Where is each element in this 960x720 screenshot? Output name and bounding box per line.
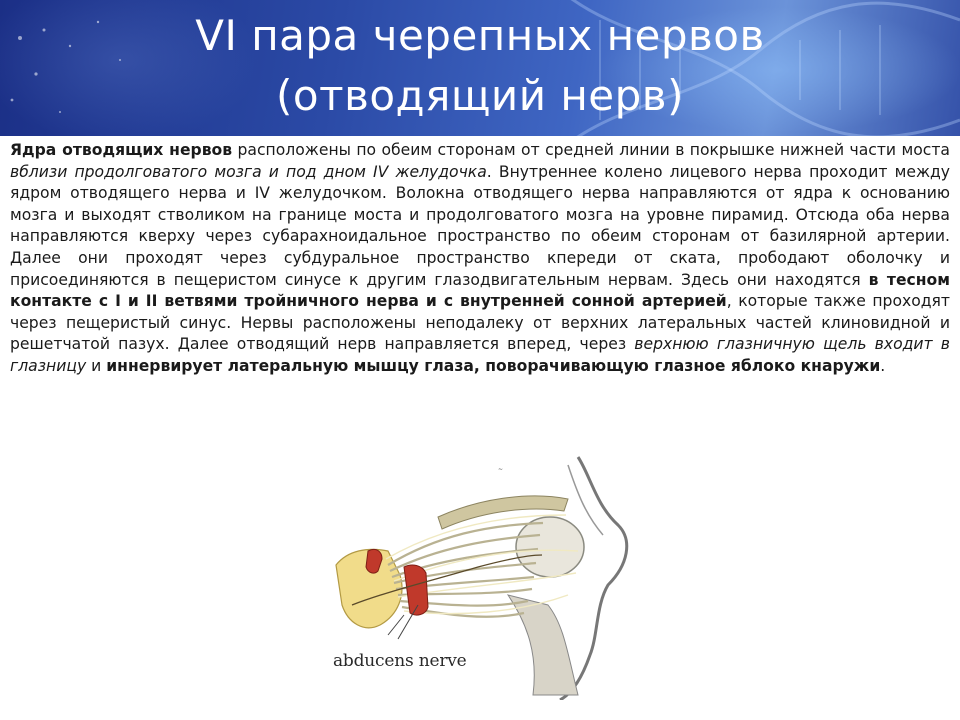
text-run: .	[880, 356, 886, 375]
slide-title	[0, 6, 960, 126]
text-run: расположены по обеим сторонам от средней линии в покрышке нижней части моста	[232, 141, 950, 159]
title-line-1: VI пара черепных нервов	[195, 11, 765, 60]
italic-phrase: верхнюю глазничную щель входит в глазницу	[10, 335, 950, 375]
figure-text-mark: ~	[498, 466, 504, 473]
body-paragraph	[10, 140, 950, 378]
slide-header	[0, 0, 960, 136]
bold-phrase: Ядра отводящих нервов	[10, 141, 233, 159]
text-run: , которые также проходят через пещеристый синус. Нервы расположены неподалеку от верхних латеральных частей клиновидной и решетчатой пазух. Далее отводящий нерв направляется вперед, через	[10, 292, 950, 354]
title-line-2: (отводящий нерв)	[276, 71, 684, 120]
figure-caption: abducens nerve	[333, 651, 467, 671]
bold-phrase: иннервирует латеральную мышцу глаза, поворачивающую глазное яблоко кнаружи	[106, 356, 881, 375]
text-run: . Внутреннее колено лицевого нерва проходит между ядром отводящего нерва и IV желудочком. Волокна отводящего нерва направляются от ядра к основанию мозга и выходят стволиком на границе моста и продолговатого мозга на уровне пирамид. Отсюда оба нерва направляются кверху через субарахноидальное пространство по обеим сторонам от базилярной артерии. Далее они проходят через субдуральное пространство кпереди от ската, прободают оболочку и присоединяются в пещеристом синусе к другим глазодвигательным нервам. Здесь они находятся	[10, 162, 950, 289]
bold-phrase: в тесном контакте с I и II ветвями тройничного нерва и с внутренней сонной артерией	[10, 270, 950, 311]
text-run: и	[86, 356, 107, 375]
italic-phrase: вблизи продолговатого мозга и под дном IV желудочка	[10, 162, 487, 181]
